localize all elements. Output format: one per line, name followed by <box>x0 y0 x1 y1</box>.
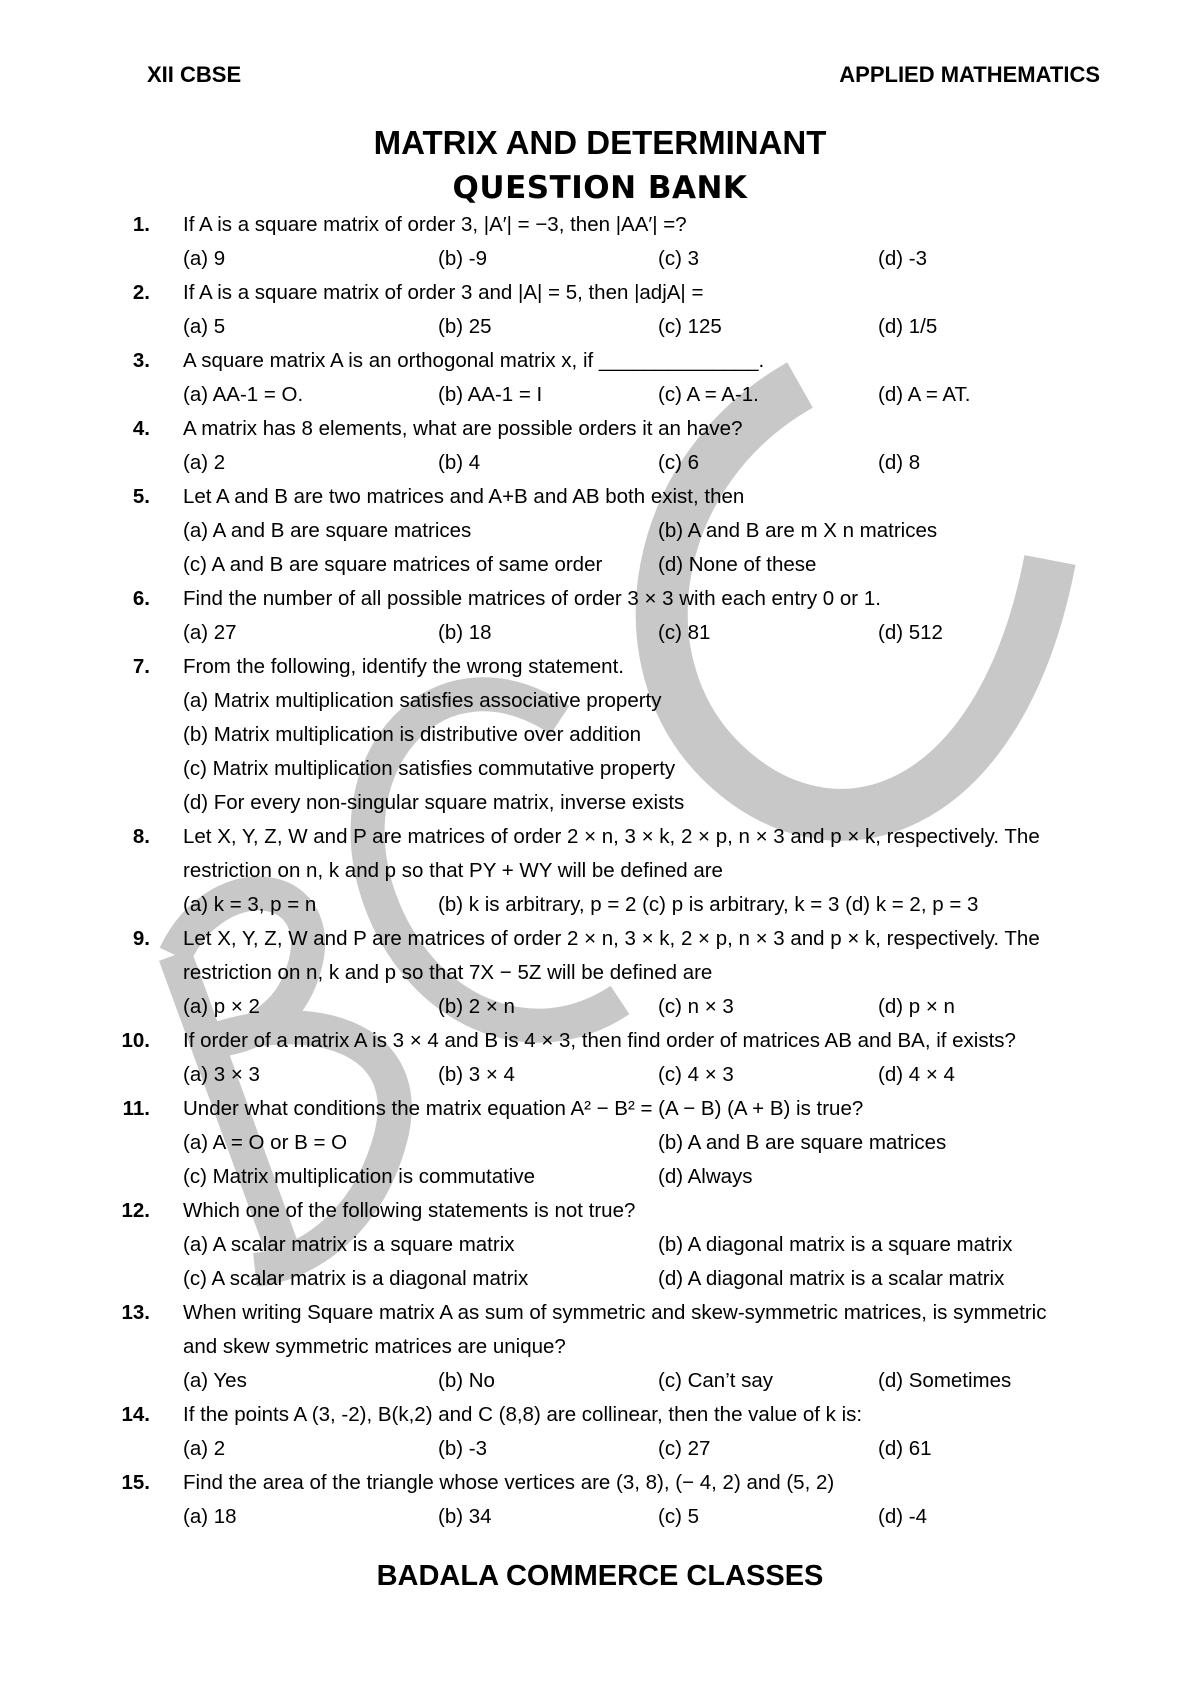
option-row <box>118 684 1128 718</box>
answer-option: (b) -9 <box>438 247 487 270</box>
option-row <box>118 310 1128 344</box>
question-text: Find the number of all possible matrices of order 3 × 3 with each entry 0 or 1. <box>183 587 881 610</box>
question-line <box>118 1296 1128 1330</box>
answer-option: (d) -3 <box>878 247 927 270</box>
answer-option: (a) 2 <box>183 451 226 474</box>
question-text: and skew symmetric matrices are unique? <box>183 1335 566 1358</box>
question-number: 6. <box>132 587 150 610</box>
question-line <box>118 820 1128 854</box>
option-row <box>118 752 1128 786</box>
question-text: Let X, Y, Z, W and P are matrices of order 2 × n, 3 × k, 2 × p, n × 3 and p × k, respectively. The <box>183 825 1040 848</box>
question-text: Which one of the following statements is not true? <box>183 1199 636 1222</box>
answer-option: (c) Can’t say <box>658 1369 774 1392</box>
question-number: 2. <box>132 281 150 304</box>
answer-option: (c) A scalar matrix is a diagonal matrix <box>183 1267 529 1290</box>
answer-option: (d) p × n <box>878 995 955 1018</box>
option-row <box>118 786 1128 820</box>
answer-option: (d) A diagonal matrix is a scalar matrix <box>658 1267 1005 1290</box>
option-row <box>118 1228 1128 1262</box>
answer-option: (d) None of these <box>658 553 817 576</box>
question-text: Let A and B are two matrices and A+B and AB both exist, then <box>183 485 745 508</box>
question-line <box>118 956 1128 990</box>
header-subject: APPLIED MATHEMATICS <box>839 62 1100 87</box>
question-text: Under what conditions the matrix equation A² − B² = (A − B) (A + B) is true? <box>183 1097 864 1120</box>
option-row <box>118 616 1128 650</box>
question-text: If A is a square matrix of order 3 and |A| = 5, then |adjA| = <box>183 281 704 304</box>
question-number: 13. <box>121 1301 150 1324</box>
answer-option: (c) 6 <box>658 451 699 474</box>
answer-option: (c) 3 <box>658 247 699 270</box>
option-row <box>118 1500 1128 1534</box>
question-number: 4. <box>132 417 150 440</box>
question-text: If A is a square matrix of order 3, |A′| = −3, then |AA′| =? <box>183 213 687 236</box>
question-number: 1. <box>132 213 150 236</box>
answer-option: (c) 4 × 3 <box>658 1063 734 1086</box>
question-text: Let X, Y, Z, W and P are matrices of order 2 × n, 3 × k, 2 × p, n × 3 and p × k, respectively. The <box>183 927 1040 950</box>
question-line <box>118 854 1128 888</box>
option-row <box>118 1160 1128 1194</box>
question-text: restriction on n, k and p so that 7X − 5Z will be defined are <box>183 961 713 984</box>
footer-brand: BADALA COMMERCE CLASSES <box>376 1560 824 1592</box>
answer-option: (a) A = O or B = O <box>183 1131 348 1154</box>
option-row <box>118 1126 1128 1160</box>
answer-option: (c) n × 3 <box>658 995 734 1018</box>
question-number: 12. <box>121 1199 150 1222</box>
option-row <box>118 1432 1128 1466</box>
question-line <box>118 922 1128 956</box>
question-number: 11. <box>122 1097 150 1120</box>
question-line <box>118 276 1128 310</box>
option-row <box>118 718 1128 752</box>
question-number: 10. <box>121 1029 150 1052</box>
question-text: If order of a matrix A is 3 × 4 and B is 4 × 3, then find order of matrices AB and BA, if exists? <box>183 1029 1016 1052</box>
answer-option: (c) A and B are square matrices of same order <box>183 553 603 576</box>
answer-option: (a) p × 2 <box>183 995 260 1018</box>
answer-option: (d) Always <box>658 1165 753 1188</box>
answer-option: (a) Matrix multiplication satisfies associative property <box>183 689 662 712</box>
question-number: 7. <box>132 655 150 678</box>
answer-option: (b) Matrix multiplication is distributive over addition <box>183 723 642 746</box>
answer-option: (a) 18 <box>183 1505 237 1528</box>
answer-option: (a) AA-1 = O. <box>183 383 304 406</box>
question-text: restriction on n, k and p so that PY + WY will be defined are <box>183 859 723 882</box>
answer-option: (c) 27 <box>658 1437 711 1460</box>
answer-option: (a) 9 <box>183 247 226 270</box>
question-line <box>118 1024 1128 1058</box>
answer-option: (b) A and B are m X n matrices <box>658 519 938 542</box>
question-number: 3. <box>132 349 150 372</box>
answer-option: (d) Sometimes <box>878 1369 1012 1392</box>
question-number: 5. <box>132 485 150 508</box>
answer-option: (b) A diagonal matrix is a square matrix <box>658 1233 1013 1256</box>
question-line <box>118 1398 1128 1432</box>
answer-option: (a) 27 <box>183 621 237 644</box>
question-text: When writing Square matrix A as sum of symmetric and skew-symmetric matrices, is symmetric <box>183 1301 1047 1324</box>
question-line <box>118 412 1128 446</box>
answer-option: (a) k = 3, p = n <box>183 893 317 916</box>
answer-option: (b) -3 <box>438 1437 487 1460</box>
option-row <box>118 446 1128 480</box>
answer-option: (b) 34 <box>438 1505 492 1528</box>
header-class: XII CBSE <box>147 62 242 87</box>
question-text: If the points A (3, -2), B(k,2) and C (8,8) are collinear, then the value of k is: <box>183 1403 863 1426</box>
answer-option: (a) A scalar matrix is a square matrix <box>183 1233 515 1256</box>
question-number: 15. <box>121 1471 150 1494</box>
page-subtitle: QUESTION BANK <box>452 170 748 206</box>
answer-option: (b) A and B are square matrices <box>658 1131 947 1154</box>
question-text: From the following, identify the wrong statement. <box>183 655 624 678</box>
option-row <box>118 548 1128 582</box>
option-row <box>118 378 1128 412</box>
question-line <box>118 1092 1128 1126</box>
answer-option: (b) k is arbitrary, p = 2 (c) p is arbitrary, k = 3 (d) k = 2, p = 3 <box>438 893 979 916</box>
answer-option: (d) For every non-singular square matrix, inverse exists <box>183 791 685 814</box>
question-text: Find the area of the triangle whose vertices are (3, 8), (− 4, 2) and (5, 2) <box>183 1471 835 1494</box>
question-line <box>118 650 1128 684</box>
answer-option: (c) 81 <box>658 621 711 644</box>
option-row <box>118 990 1128 1024</box>
question-text: A matrix has 8 elements, what are possible orders it an have? <box>183 417 743 440</box>
question-line <box>118 1194 1128 1228</box>
answer-option: (b) 2 × n <box>438 995 515 1018</box>
answer-option: (d) -4 <box>878 1505 927 1528</box>
page-title: MATRIX AND DETERMINANT <box>373 124 827 161</box>
answer-option: (d) 8 <box>878 451 921 474</box>
answer-option: (b) No <box>438 1369 495 1392</box>
answer-option: (a) A and B are square matrices <box>183 519 472 542</box>
question-line <box>118 344 1128 378</box>
answer-option: (d) A = AT. <box>878 383 971 406</box>
answer-option: (a) 2 <box>183 1437 226 1460</box>
answer-option: (d) 512 <box>878 621 943 644</box>
answer-option: (b) 4 <box>438 451 481 474</box>
answer-option: (d) 61 <box>878 1437 932 1460</box>
option-row <box>118 1262 1128 1296</box>
answer-option: (c) A = A-1. <box>658 383 759 406</box>
answer-option: (c) 5 <box>658 1505 699 1528</box>
answer-option: (b) AA-1 = I <box>438 383 543 406</box>
option-row <box>118 514 1128 548</box>
question-line <box>118 1466 1128 1500</box>
answer-option: (b) 18 <box>438 621 492 644</box>
question-list <box>118 208 1128 1534</box>
question-text: A square matrix A is an orthogonal matrix x, if ______________. <box>183 349 765 372</box>
question-line <box>118 582 1128 616</box>
question-number: 14. <box>121 1403 150 1426</box>
option-row <box>118 888 1128 922</box>
answer-option: (b) 3 × 4 <box>438 1063 515 1086</box>
option-row <box>118 1364 1128 1398</box>
answer-option: (a) Yes <box>183 1369 247 1392</box>
answer-option: (c) Matrix multiplication is commutative <box>183 1165 535 1188</box>
question-line <box>118 208 1128 242</box>
option-row <box>118 242 1128 276</box>
question-number: 9. <box>132 927 150 950</box>
question-line <box>118 480 1128 514</box>
answer-option: (a) 5 <box>183 315 226 338</box>
question-line <box>118 1330 1128 1364</box>
answer-option: (b) 25 <box>438 315 492 338</box>
answer-option: (a) 3 × 3 <box>183 1063 260 1086</box>
answer-option: (d) 4 × 4 <box>878 1063 955 1086</box>
answer-option: (d) 1/5 <box>878 315 938 338</box>
question-number: 8. <box>132 825 150 848</box>
answer-option: (c) 125 <box>658 315 722 338</box>
option-row <box>118 1058 1128 1092</box>
answer-option: (c) Matrix multiplication satisfies commutative property <box>183 757 676 780</box>
